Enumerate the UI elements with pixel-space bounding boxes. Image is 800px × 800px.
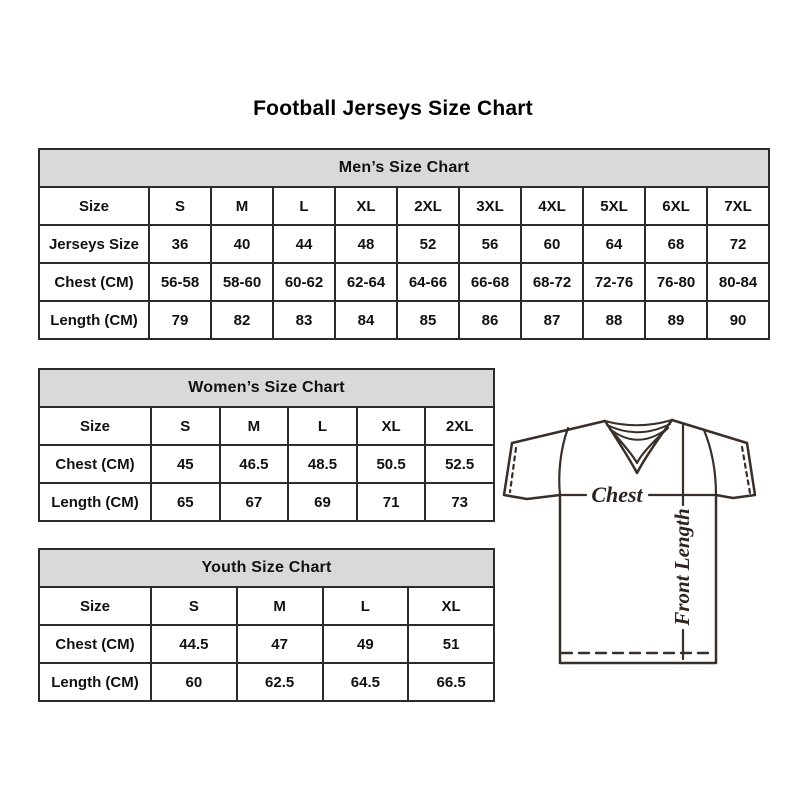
cell: 64 — [583, 225, 645, 263]
cell: 5XL — [583, 187, 645, 225]
jersey-diagram — [500, 404, 772, 676]
row-label: Length (CM) — [39, 663, 151, 701]
table-header-row — [39, 149, 769, 187]
cell: 56 — [459, 225, 521, 263]
cell: 49 — [323, 625, 409, 663]
cell: 7XL — [707, 187, 769, 225]
table-row — [39, 187, 769, 225]
cell: 44.5 — [151, 625, 237, 663]
cell: 80-84 — [707, 263, 769, 301]
cell: M — [211, 187, 273, 225]
mens-table-title: Men’s Size Chart — [39, 149, 769, 187]
row-label: Jerseys Size — [39, 225, 149, 263]
table-row — [39, 625, 494, 663]
table-header-row — [39, 369, 494, 407]
cell: L — [273, 187, 335, 225]
row-label: Chest (CM) — [39, 445, 151, 483]
cell: 67 — [220, 483, 289, 521]
cell: 2XL — [425, 407, 494, 445]
front-length-label: Front Length — [670, 508, 694, 626]
cell: 52 — [397, 225, 459, 263]
cell: 48 — [335, 225, 397, 263]
row-label: Chest (CM) — [39, 263, 149, 301]
collar-arc — [605, 420, 672, 425]
jersey-outline-path — [504, 420, 755, 663]
cell: L — [288, 407, 357, 445]
cell: 62.5 — [237, 663, 323, 701]
cell: XL — [408, 587, 494, 625]
cell: 2XL — [397, 187, 459, 225]
cell: 50.5 — [357, 445, 426, 483]
cell: 71 — [357, 483, 426, 521]
womens-table-title: Women’s Size Chart — [39, 369, 494, 407]
cell: 84 — [335, 301, 397, 339]
cell: XL — [357, 407, 426, 445]
cell: 60 — [521, 225, 583, 263]
cell: 66.5 — [408, 663, 494, 701]
row-label: Chest (CM) — [39, 625, 151, 663]
cell: 40 — [211, 225, 273, 263]
row-label: Size — [39, 187, 149, 225]
cell: 68 — [645, 225, 707, 263]
cell: 58-60 — [211, 263, 273, 301]
cell: 88 — [583, 301, 645, 339]
cell: 48.5 — [288, 445, 357, 483]
cell: 65 — [151, 483, 220, 521]
cell: 44 — [273, 225, 335, 263]
table-row — [39, 483, 494, 521]
chest-label: Chest — [591, 482, 643, 507]
cell: 68-72 — [521, 263, 583, 301]
row-label: Size — [39, 587, 151, 625]
mens-size-table — [38, 148, 770, 340]
row-label: Size — [39, 407, 151, 445]
cell: 79 — [149, 301, 211, 339]
cell: 90 — [707, 301, 769, 339]
cell: XL — [335, 187, 397, 225]
cell: 73 — [425, 483, 494, 521]
cell: 64-66 — [397, 263, 459, 301]
cell: 82 — [211, 301, 273, 339]
cell: 85 — [397, 301, 459, 339]
cell: 62-64 — [335, 263, 397, 301]
cell: 52.5 — [425, 445, 494, 483]
table-header-row — [39, 549, 494, 587]
youth-size-table — [38, 548, 495, 702]
cell: 60 — [151, 663, 237, 701]
cell: 4XL — [521, 187, 583, 225]
page-title: Football Jerseys Size Chart — [253, 97, 533, 120]
table-row — [39, 263, 769, 301]
row-label: Length (CM) — [39, 483, 151, 521]
cell: 56-58 — [149, 263, 211, 301]
table-row — [39, 445, 494, 483]
cell: S — [151, 407, 220, 445]
table-row — [39, 663, 494, 701]
table-row — [39, 301, 769, 339]
cell: 89 — [645, 301, 707, 339]
cell: 36 — [149, 225, 211, 263]
cell: 46.5 — [220, 445, 289, 483]
cell: S — [151, 587, 237, 625]
cell: M — [220, 407, 289, 445]
cell: 86 — [459, 301, 521, 339]
row-label: Length (CM) — [39, 301, 149, 339]
cell: 87 — [521, 301, 583, 339]
cell: 47 — [237, 625, 323, 663]
table-row — [39, 407, 494, 445]
table-row — [39, 587, 494, 625]
cell: 72-76 — [583, 263, 645, 301]
armhole-seam-right — [704, 430, 716, 495]
cell: 60-62 — [273, 263, 335, 301]
cell: 83 — [273, 301, 335, 339]
cell: 72 — [707, 225, 769, 263]
cell: 64.5 — [323, 663, 409, 701]
cell: M — [237, 587, 323, 625]
cell: 51 — [408, 625, 494, 663]
cell: 6XL — [645, 187, 707, 225]
youth-table-title: Youth Size Chart — [39, 549, 494, 587]
table-row — [39, 225, 769, 263]
cell: 76-80 — [645, 263, 707, 301]
womens-size-table — [38, 368, 495, 522]
cell: L — [323, 587, 409, 625]
cell: 3XL — [459, 187, 521, 225]
armhole-seam-left — [559, 428, 568, 495]
cell: 45 — [151, 445, 220, 483]
cell: 69 — [288, 483, 357, 521]
cell: 66-68 — [459, 263, 521, 301]
cell: S — [149, 187, 211, 225]
